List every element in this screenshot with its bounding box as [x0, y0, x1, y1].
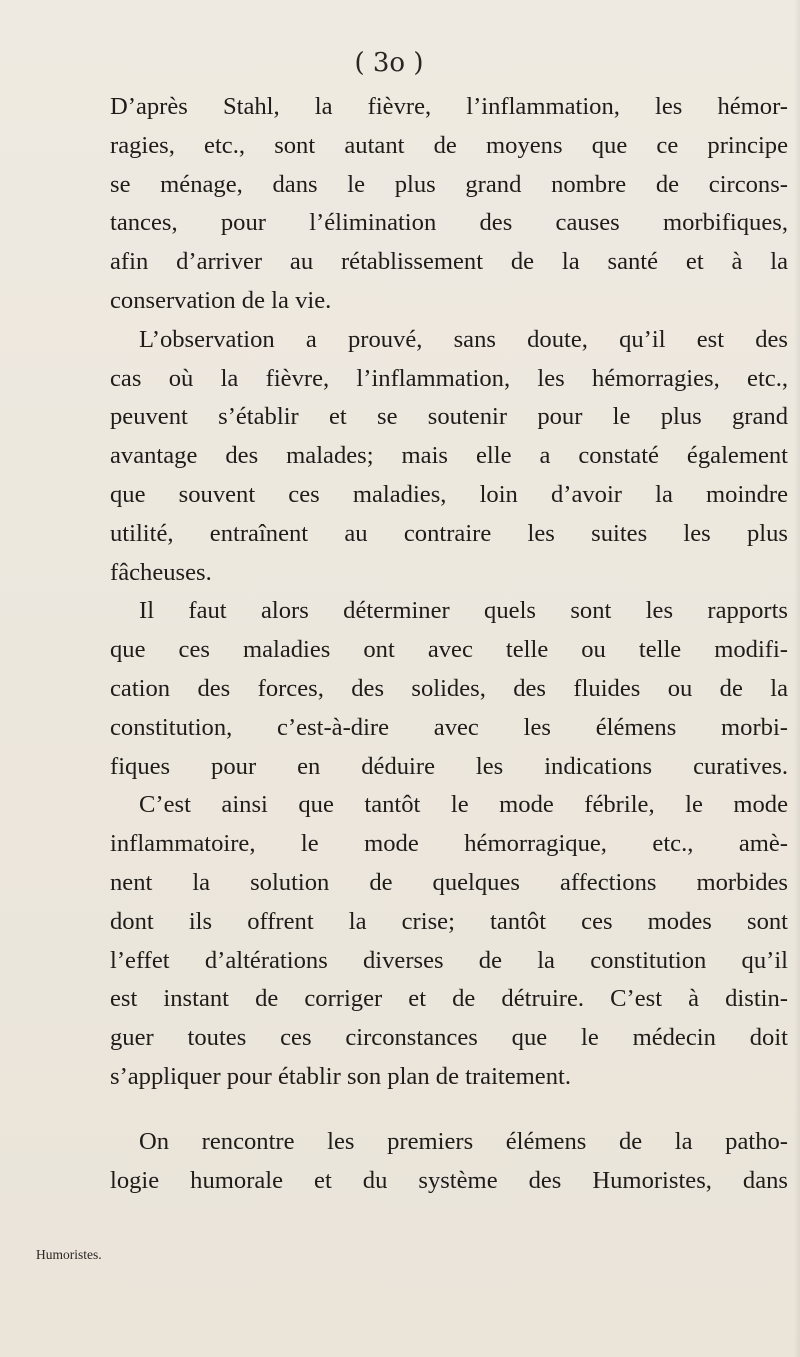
- text-line: L’observation a prouvé, sans doute, qu’il est des: [139, 325, 788, 353]
- text-line: inflammatoire, le mode hémorragique, etc., amè-: [110, 830, 788, 858]
- main-text: [110, 88, 788, 1200]
- text-line: conservation de la vie.: [110, 286, 332, 314]
- text-line: fiques pour en déduire les indications curatives.: [110, 752, 788, 780]
- text-line: que souvent ces maladies, loin d’avoir la moindre: [110, 480, 788, 508]
- text-line: s’appliquer pour établir son plan de traitement.: [110, 1062, 571, 1090]
- text-line: l’effet d’altérations diverses de la constitution qu’il: [110, 946, 788, 974]
- text-line: dont ils offrent la crise; tantôt ces modes sont: [110, 907, 788, 935]
- text-line: nent la solution de quelques affections morbides: [110, 868, 788, 896]
- text-line: On rencontre les premiers élémens de la patho-: [139, 1127, 788, 1155]
- text-line: D’après Stahl, la fièvre, l’inflammation, les hémor-: [110, 93, 788, 120]
- text-line: Il faut alors déterminer quels sont les rapports: [139, 597, 788, 625]
- page-number: ( 3o ): [354, 48, 424, 78]
- text-line: ragies, etc., sont autant de moyens que ce principe: [110, 131, 788, 159]
- text-line: utilité, entraînent au contraire les suites les plus: [110, 519, 788, 547]
- text-line: C’est ainsi que tantôt le mode fébrile, le mode: [139, 791, 788, 819]
- page-edge-shadow: [794, 0, 800, 1357]
- text-line: tances, pour l’élimination des causes morbifiques,: [110, 209, 788, 237]
- paragraph-gap: [110, 1097, 788, 1123]
- text-line: avantage des malades; mais elle a constaté également: [110, 442, 788, 470]
- text-line: cation des forces, des solides, des fluides ou de la: [110, 674, 788, 702]
- text-line: constitution, c’est-à-dire avec les élémens morbi-: [110, 713, 788, 741]
- text-line: logie humorale et du système des Humoristes, dans: [110, 1166, 788, 1194]
- text-line: fâcheuses.: [110, 558, 212, 586]
- margin-note: Humoristes.: [36, 1247, 102, 1262]
- text-line: cas où la fièvre, l’inflammation, les hémorragies, etc.,: [110, 364, 788, 392]
- text-line: que ces maladies ont avec telle ou telle modifi-: [110, 636, 788, 664]
- text-line: guer toutes ces circonstances que le médecin doit: [110, 1024, 788, 1052]
- text-line: afin d’arriver au rétablissement de la santé et à la: [110, 248, 788, 276]
- text-line: est instant de corriger et de détruire. C’est à distin-: [110, 985, 788, 1013]
- text-line: se ménage, dans le plus grand nombre de circons-: [110, 170, 788, 198]
- text-line: peuvent s’établir et se soutenir pour le plus grand: [110, 403, 788, 431]
